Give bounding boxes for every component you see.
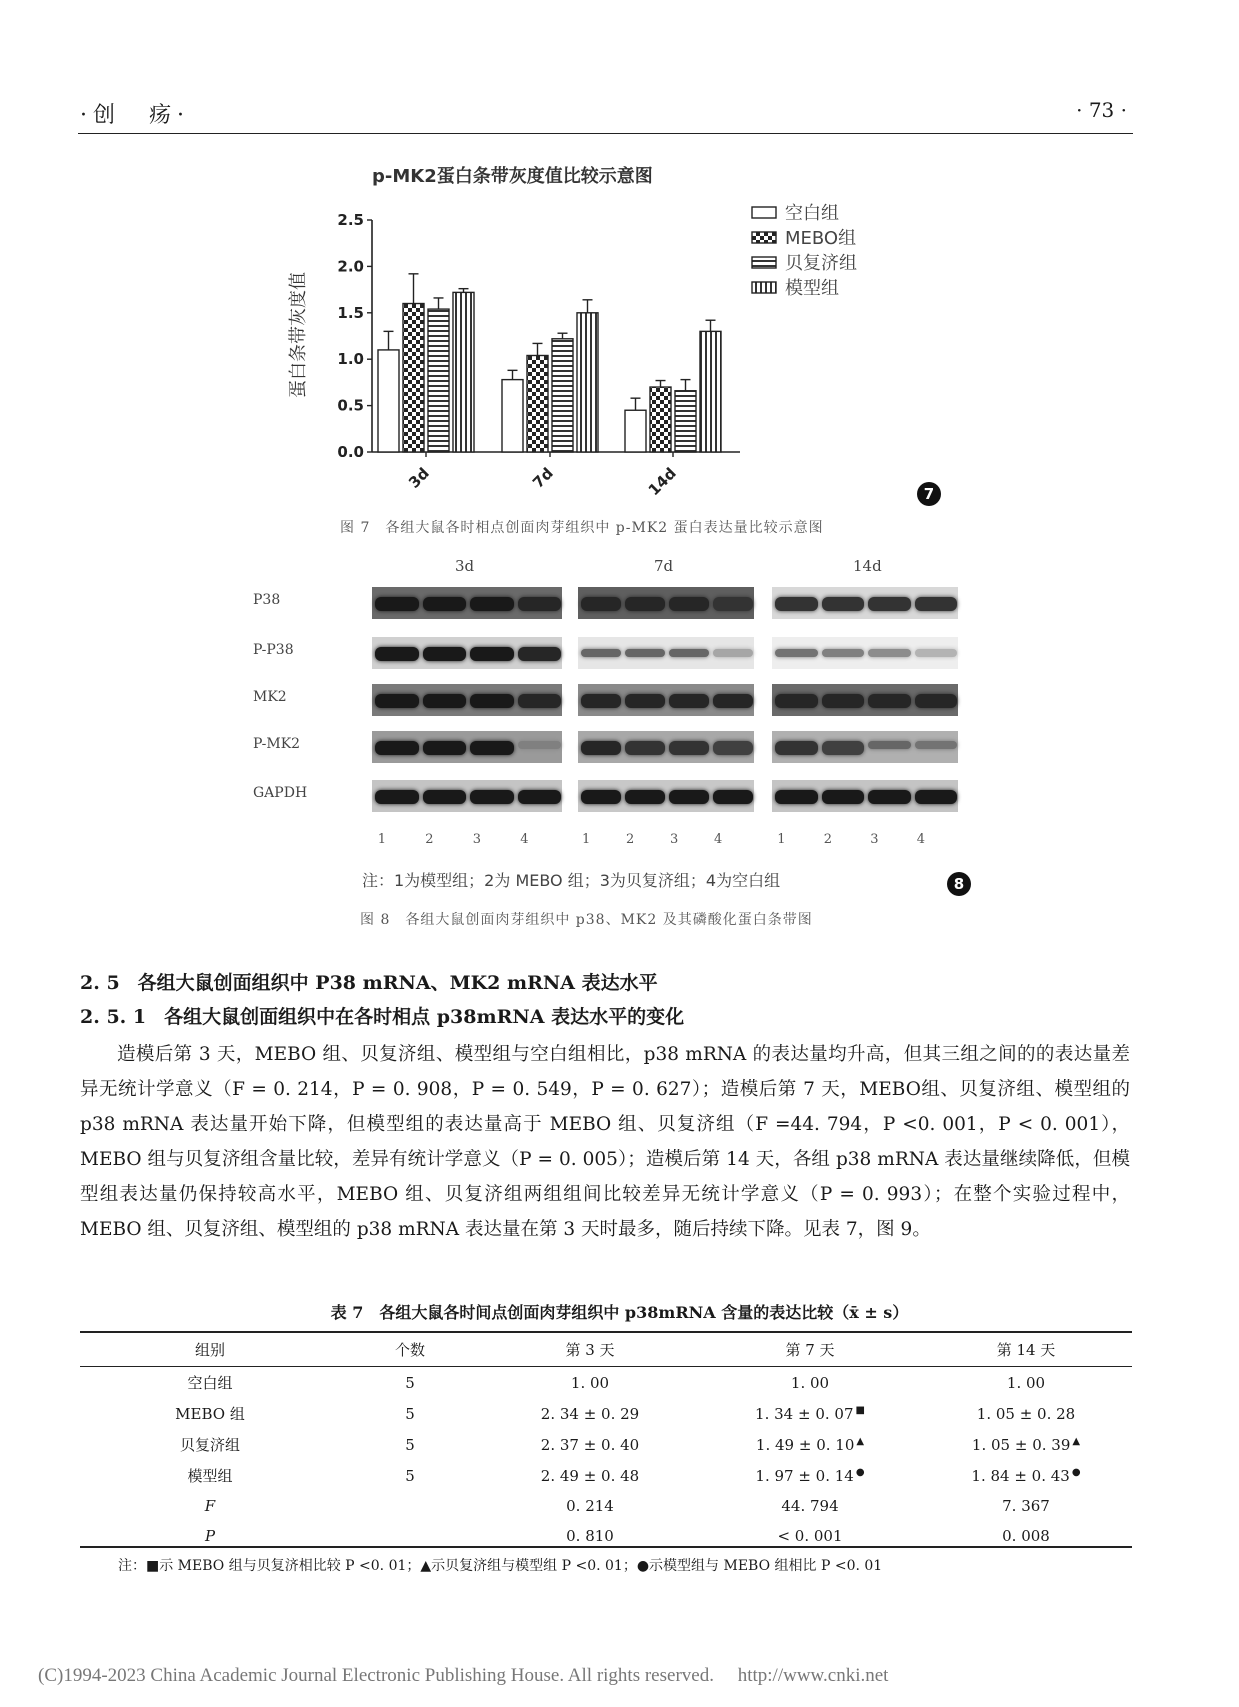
legend-swatch xyxy=(752,282,776,293)
y-tick-label: 2.5 xyxy=(337,211,364,229)
cell-value: 1. 84 ± 0. 43 xyxy=(971,1466,1070,1485)
cell-value: 1. 00 xyxy=(570,1373,610,1392)
significance-mark: ● xyxy=(1071,1466,1081,1478)
section-number: 2. 5 xyxy=(80,972,120,994)
p-mk2-bar-chart xyxy=(288,160,900,500)
significance-mark: ▲ xyxy=(1072,1435,1081,1447)
blot-band xyxy=(423,694,467,708)
cell-value: 2. 34 ± 0. 29 xyxy=(540,1404,640,1423)
blot-band xyxy=(518,741,562,749)
col-header-day3: 第 3 天 xyxy=(480,1333,700,1367)
table-7-note: 注：■示 MEBO 组与贝复济相比较 P <0. 01；▲示贝复济组与模型组 P <0. 01；●示模型组与 MEBO 组相比 P <0. 01 xyxy=(118,1558,883,1574)
blot-lane-number: 3 xyxy=(870,832,879,847)
blot-band xyxy=(518,694,562,708)
blot-row-label: P38 xyxy=(253,592,281,608)
blot-panel xyxy=(372,684,562,716)
blot-lane-number: 1 xyxy=(777,832,786,847)
table-row xyxy=(80,1460,1132,1491)
blot-band xyxy=(868,694,911,708)
cell-value: 1. 05 ± 0. 39 xyxy=(971,1435,1071,1454)
blot-lane-number: 3 xyxy=(472,832,482,847)
blot-band xyxy=(669,649,709,657)
table-cell-c2 xyxy=(480,1398,700,1429)
col-header-count: 个数 xyxy=(340,1333,480,1367)
table-cell-c2 xyxy=(480,1429,700,1460)
blot-band xyxy=(625,597,665,611)
y-axis-label-group xyxy=(288,272,309,398)
cell-value: 2. 37 ± 0. 40 xyxy=(540,1435,640,1454)
cell-value: 5 xyxy=(405,1435,415,1454)
y-tick-label: 2.0 xyxy=(337,257,364,276)
blot-lane-number: 1 xyxy=(582,832,591,847)
blot-band xyxy=(868,597,911,611)
blot-band xyxy=(581,790,621,804)
blot-panel xyxy=(772,780,958,812)
figure-7-badge: 7 xyxy=(917,482,941,506)
subsection-title: 各组大鼠创面组织中在各时相点 p38mRNA 表达水平的变化 xyxy=(164,1006,685,1028)
figure-8-badge: 8 xyxy=(947,872,971,896)
blot-panel xyxy=(372,731,562,763)
significance-mark: ▲ xyxy=(856,1435,865,1447)
blot-band xyxy=(915,694,958,708)
bar xyxy=(453,292,474,452)
blot-band xyxy=(625,741,665,755)
y-tick-label: 0.0 xyxy=(337,443,364,461)
cell-value: 贝复济组 xyxy=(179,1436,240,1454)
journal-name: ·创 疡· xyxy=(80,103,190,128)
blot-panel xyxy=(578,684,754,716)
blot-band xyxy=(713,790,753,804)
table-cell-c4 xyxy=(920,1491,1132,1521)
blot-band xyxy=(423,741,467,755)
blot-band xyxy=(915,790,958,804)
blot-band xyxy=(713,694,753,708)
subsection-number: 2. 5. 1 xyxy=(80,1006,147,1028)
cell-value: F xyxy=(204,1497,216,1515)
cell-value: 44. 794 xyxy=(781,1497,839,1515)
blot-panel xyxy=(578,780,754,812)
table-cell-c1 xyxy=(340,1429,480,1460)
section-title: 各组大鼠创面组织中 P38 mRNA、MK2 mRNA 表达水平 xyxy=(137,972,658,994)
legend-label: MEBO组 xyxy=(785,228,857,249)
blot-band xyxy=(822,649,865,657)
table-row xyxy=(80,1398,1132,1429)
table-cell-c3 xyxy=(700,1460,920,1491)
table-cell-c1 xyxy=(340,1367,480,1399)
cell-value: MEBO 组 xyxy=(175,1405,245,1423)
blot-band xyxy=(775,790,818,804)
bar xyxy=(700,331,721,452)
blot-band xyxy=(625,694,665,708)
copyright-footer: (C)1994-2023 China Academic Journal Electronic Publishing House. All rights reserved. http://www.cnki.net xyxy=(38,1665,889,1686)
blot-panel xyxy=(372,637,562,669)
table-cell-c4 xyxy=(920,1429,1132,1460)
page-number: · 73 · xyxy=(1076,98,1127,122)
blot-band xyxy=(822,597,865,611)
blot-band xyxy=(775,649,818,657)
bar xyxy=(502,380,523,452)
blot-panel xyxy=(772,731,958,763)
blot-lane-number: 4 xyxy=(520,832,529,847)
table-cell-c1 xyxy=(340,1491,480,1521)
table-cell-c3 xyxy=(700,1429,920,1460)
blot-band xyxy=(713,597,753,611)
bar xyxy=(403,304,424,452)
blot-band xyxy=(423,597,467,611)
significance-mark: ■ xyxy=(855,1404,865,1416)
bar xyxy=(552,339,573,452)
legend-swatch xyxy=(752,257,776,268)
table-cell-c0 xyxy=(80,1429,340,1460)
blot-band xyxy=(518,647,562,661)
col-header-day7: 第 7 天 xyxy=(700,1333,920,1367)
table-cell-c1 xyxy=(340,1398,480,1429)
blot-lane-number: 2 xyxy=(823,832,833,847)
cell-value: 0. 008 xyxy=(1002,1527,1050,1545)
cell-value: 7. 367 xyxy=(1002,1497,1050,1515)
blot-band xyxy=(713,741,753,755)
blot-band xyxy=(375,647,419,661)
table-cell-c2 xyxy=(480,1460,700,1491)
legend-label: 模型组 xyxy=(785,278,839,299)
table-cell-c2 xyxy=(480,1367,700,1399)
blot-lane-number: 2 xyxy=(626,832,635,847)
legend-swatch xyxy=(752,232,776,243)
cell-value: 1. 97 ± 0. 14 xyxy=(755,1466,854,1485)
table-cell-c3 xyxy=(700,1367,920,1399)
cell-value: 0. 214 xyxy=(566,1497,614,1515)
blot-lane-number: 2 xyxy=(425,832,434,847)
y-axis-label: 蛋白条带灰度值 xyxy=(288,272,309,398)
blot-band xyxy=(375,741,419,755)
table-bottom-rule xyxy=(80,1546,1132,1548)
y-tick-label: 1.0 xyxy=(337,350,364,369)
section-heading-2-5-1 xyxy=(80,1002,684,1029)
blot-panel xyxy=(578,637,754,669)
table-7 xyxy=(80,1333,1132,1551)
blot-band xyxy=(713,649,753,657)
figure-7-caption: 图 7 各组大鼠各时相点创面肉芽组织中 p-MK2 蛋白表达量比较示意图 xyxy=(340,520,824,536)
blot-band xyxy=(423,790,467,804)
cell-value: 1. 05 ± 0. 28 xyxy=(976,1404,1076,1423)
table-cell-c4 xyxy=(920,1460,1132,1491)
bar xyxy=(577,313,598,452)
blot-band xyxy=(581,597,621,611)
blot-band xyxy=(518,790,562,804)
table-header-row xyxy=(80,1333,1132,1367)
col-header-day14: 第 14 天 xyxy=(920,1333,1132,1367)
blot-band xyxy=(669,790,709,804)
table-cell-c0 xyxy=(80,1367,340,1399)
blot-panel xyxy=(578,731,754,763)
cell-value: 0. 810 xyxy=(566,1527,614,1545)
table-cell-c2 xyxy=(480,1491,700,1521)
blot-band xyxy=(470,790,514,804)
blot-band xyxy=(581,741,621,755)
cell-value: 5 xyxy=(405,1373,415,1392)
bar xyxy=(378,350,399,452)
blot-lane-number: 4 xyxy=(714,832,723,847)
blot-band xyxy=(375,597,419,611)
blot-panel xyxy=(772,684,958,716)
blot-band xyxy=(470,597,514,611)
cell-value: 1. 00 xyxy=(790,1373,830,1392)
blot-band xyxy=(669,597,709,611)
table-cell-c0 xyxy=(80,1460,340,1491)
body-paragraph: 造模后第 3 天，MEBO 组、贝复济组、模型组与空白组相比，p38 mRNA 的表达量均升高，但其三组之间的的表达量差异无统计学意义（F = 0. 214，P = 0. 908，P = 0. 549，P = 0. 627）；造模后第 7 天，MEBO组、贝复济组、模型组的 p38 mRNA 表达量开始下降，但模型组的表达量高于 MEBO 组、贝复济组（F =44. 794，P <0. 001，P < 0. 001），MEBO 组与贝复济组含量比较，差异有统计学意义（P = 0. 005）；造模后第 14 天，各组 p38 mRNA 表达量继续降低，但模型组表达量仍保持较高水平，MEBO 组、贝复济组两组组间比较差异无统计学意义（P = 0. 993）；在整个实验过程中，MEBO 组、贝复济组、模型组的 p38 mRNA 表达量在第 3 天时最多，随后持续下降。见表 7，图 9。 xyxy=(80,1044,1130,1240)
blot-panel xyxy=(772,637,958,669)
blot-band xyxy=(868,790,911,804)
significance-mark: ● xyxy=(855,1466,865,1478)
blot-row-label: GAPDH xyxy=(253,785,308,801)
cell-value: 1. 49 ± 0. 10 xyxy=(755,1435,855,1454)
bar xyxy=(527,355,548,452)
table-row xyxy=(80,1429,1132,1460)
blot-band xyxy=(470,647,514,661)
col-header-group: 组别 xyxy=(80,1333,340,1367)
blot-band xyxy=(868,649,911,657)
blot-band xyxy=(775,694,818,708)
blot-panel xyxy=(772,587,958,619)
table-row xyxy=(80,1491,1132,1521)
blot-band xyxy=(669,694,709,708)
bar xyxy=(650,387,671,452)
x-tick-label: 14d xyxy=(644,464,680,500)
blot-note: 注：1为模型组；2为 MEBO 组；3为贝复济组；4为空白组 xyxy=(362,871,781,890)
legend-label: 空白组 xyxy=(785,203,839,224)
blot-band xyxy=(518,597,562,611)
blot-band xyxy=(423,647,467,661)
cell-value: 2. 49 ± 0. 48 xyxy=(540,1466,640,1485)
cell-value: 1. 00 xyxy=(1006,1373,1046,1392)
cell-value: 1. 34 ± 0. 07 xyxy=(755,1404,854,1423)
blot-band xyxy=(375,790,419,804)
blot-row-label: P-MK2 xyxy=(253,736,301,752)
cell-value: 空白组 xyxy=(187,1374,233,1392)
blot-timepoint-label: 14d xyxy=(853,557,882,575)
blot-band xyxy=(375,694,419,708)
cell-value: < 0. 001 xyxy=(777,1527,843,1545)
section-heading-2-5 xyxy=(80,968,658,995)
blot-band xyxy=(470,741,514,755)
blot-band xyxy=(775,597,818,611)
cell-value: 5 xyxy=(405,1404,415,1423)
chart-title: p-MK2蛋白条带灰度值比较示意图 xyxy=(372,166,653,187)
chart-legend xyxy=(752,203,857,299)
blot-band xyxy=(915,741,958,749)
bar xyxy=(625,410,646,452)
blot-band xyxy=(822,694,865,708)
blot-band xyxy=(775,741,818,755)
blot-band xyxy=(915,649,958,657)
blot-timepoint-label: 3d xyxy=(455,557,475,575)
blot-lane-number: 4 xyxy=(916,832,926,847)
blot-band xyxy=(822,790,865,804)
blot-band xyxy=(669,741,709,755)
x-tick-label: 7d xyxy=(529,464,557,492)
y-tick-label: 0.5 xyxy=(337,396,364,415)
blot-timepoint-label: 7d xyxy=(654,557,674,575)
header-rule xyxy=(78,133,1133,134)
blot-band xyxy=(625,649,665,657)
table-cell-c4 xyxy=(920,1367,1132,1399)
table-cell-c3 xyxy=(700,1398,920,1429)
x-tick-label: 3d xyxy=(405,464,433,492)
cell-value: 5 xyxy=(405,1466,415,1485)
table-cell-c3 xyxy=(700,1491,920,1521)
bars xyxy=(378,274,721,452)
blot-band xyxy=(470,694,514,708)
blot-panel xyxy=(578,587,754,619)
figure-8-caption: 图 8 各组大鼠创面肉芽组织中 p38、MK2 及其磷酸化蛋白条带图 xyxy=(360,912,813,928)
blot-row-label: P-P38 xyxy=(253,642,294,658)
table-cell-c4 xyxy=(920,1398,1132,1429)
bar xyxy=(675,391,696,452)
blot-band xyxy=(915,597,958,611)
cell-value: 模型组 xyxy=(187,1467,233,1485)
cell-value: P xyxy=(204,1527,216,1545)
blot-band xyxy=(868,741,911,749)
legend-label: 贝复济组 xyxy=(785,253,857,274)
blot-band xyxy=(581,649,621,657)
table-cell-c0 xyxy=(80,1398,340,1429)
blot-panel xyxy=(372,780,562,812)
blot-lane-number: 3 xyxy=(670,832,679,847)
blot-row-label: MK2 xyxy=(253,689,287,705)
blot-panel xyxy=(372,587,562,619)
table-7-title: 表 7 各组大鼠各时间点创面肉芽组织中 p38mRNA 含量的表达比较（x̄ ± s） xyxy=(330,1303,909,1322)
y-tick-label: 1.5 xyxy=(337,303,364,322)
blot-band xyxy=(822,741,865,755)
table-cell-c0 xyxy=(80,1491,340,1521)
blot-band xyxy=(581,694,621,708)
table-row xyxy=(80,1367,1132,1399)
legend-swatch xyxy=(752,207,776,218)
bar xyxy=(428,309,449,452)
blot-band xyxy=(625,790,665,804)
blot-lane-number: 1 xyxy=(377,832,387,847)
table-cell-c1 xyxy=(340,1460,480,1491)
